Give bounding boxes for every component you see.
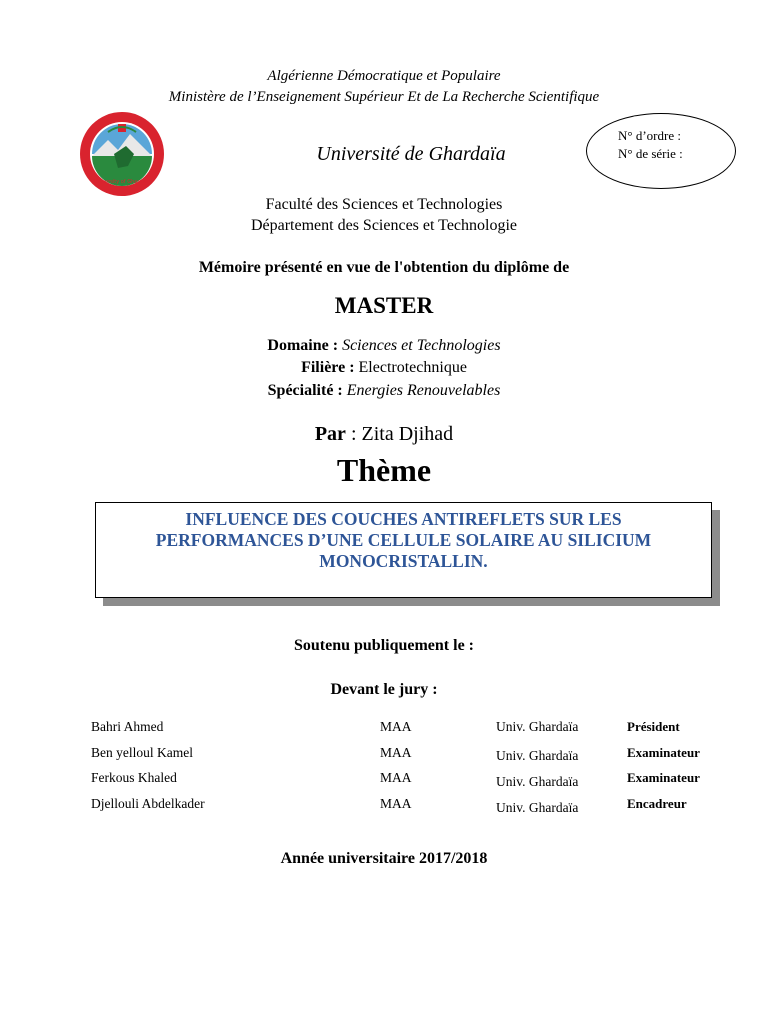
header-ministry: Ministère de l’Enseignement Supérieur Et de La Recherche Scientifique bbox=[168, 89, 600, 105]
jury-grade: MAA bbox=[380, 719, 412, 734]
jury-university: Univ. Ghardaïa bbox=[496, 800, 579, 815]
defense-date-label: Soutenu publiquement le : bbox=[293, 637, 475, 654]
thesis-title-line: INFLUENCE DES COUCHES ANTIREFLETS SUR LES bbox=[185, 509, 622, 529]
author-name: : Zita Djihad bbox=[350, 423, 454, 445]
jury-heading: Devant le jury : bbox=[330, 681, 438, 698]
author-line bbox=[0, 423, 768, 446]
logo-caption: University of Ghardaia bbox=[94, 179, 150, 185]
thesis-title bbox=[95, 509, 712, 572]
filiere-line bbox=[0, 359, 768, 377]
academic-year: Année universitaire 2017/2018 bbox=[280, 850, 488, 867]
header-country: Algérienne Démocratique et Populaire bbox=[267, 68, 501, 84]
jury-role: Encadreur bbox=[627, 796, 687, 811]
jury-name: Bahri Ahmed bbox=[91, 719, 164, 734]
domaine-label: Domaine : bbox=[267, 337, 339, 354]
jury-grade: MAA bbox=[380, 770, 412, 785]
serial-number-label: N° de série : bbox=[618, 146, 683, 161]
domaine-value: Sciences et Technologies bbox=[342, 337, 501, 354]
specialite-value: Energies Renouvelables bbox=[346, 382, 501, 399]
jury-university: Univ. Ghardaïa bbox=[496, 748, 579, 763]
domaine-line bbox=[0, 337, 768, 355]
theme-heading: Thème bbox=[336, 452, 432, 488]
jury-role: Examinateur bbox=[627, 770, 700, 785]
order-number-label: N° d’ordre : bbox=[618, 128, 681, 143]
jury-name: Ferkous Khaled bbox=[91, 770, 177, 785]
jury-university: Univ. Ghardaïa bbox=[496, 774, 579, 789]
thesis-title-line: MONOCRISTALLIN. bbox=[319, 551, 488, 571]
jury-name: Ben yelloul Kamel bbox=[91, 745, 193, 760]
thesis-title-line: PERFORMANCES D’UNE CELLULE SOLAIRE AU SILICIUM bbox=[155, 530, 652, 550]
jury-grade: MAA bbox=[380, 796, 412, 811]
filiere-value: Electrotechnique bbox=[358, 359, 467, 376]
faculty-name: Faculté des Sciences et Technologies bbox=[265, 196, 503, 213]
jury-name: Djellouli Abdelkader bbox=[91, 796, 205, 811]
jury-grade: MAA bbox=[380, 745, 412, 760]
jury-university: Univ. Ghardaïa bbox=[496, 719, 579, 734]
department-name: Département des Sciences et Technologie bbox=[250, 217, 518, 234]
filiere-label: Filière : bbox=[301, 359, 355, 376]
specialite-line bbox=[0, 382, 768, 400]
specialite-label: Spécialité : bbox=[267, 382, 343, 399]
jury-role: Président bbox=[627, 719, 680, 734]
degree-title: MASTER bbox=[334, 293, 434, 318]
memoire-statement: Mémoire présenté en vue de l'obtention du diplôme de bbox=[198, 259, 570, 276]
jury-role: Examinateur bbox=[627, 745, 700, 760]
author-label: Par bbox=[314, 423, 346, 445]
university-name: Université de Ghardaïa bbox=[316, 143, 506, 165]
